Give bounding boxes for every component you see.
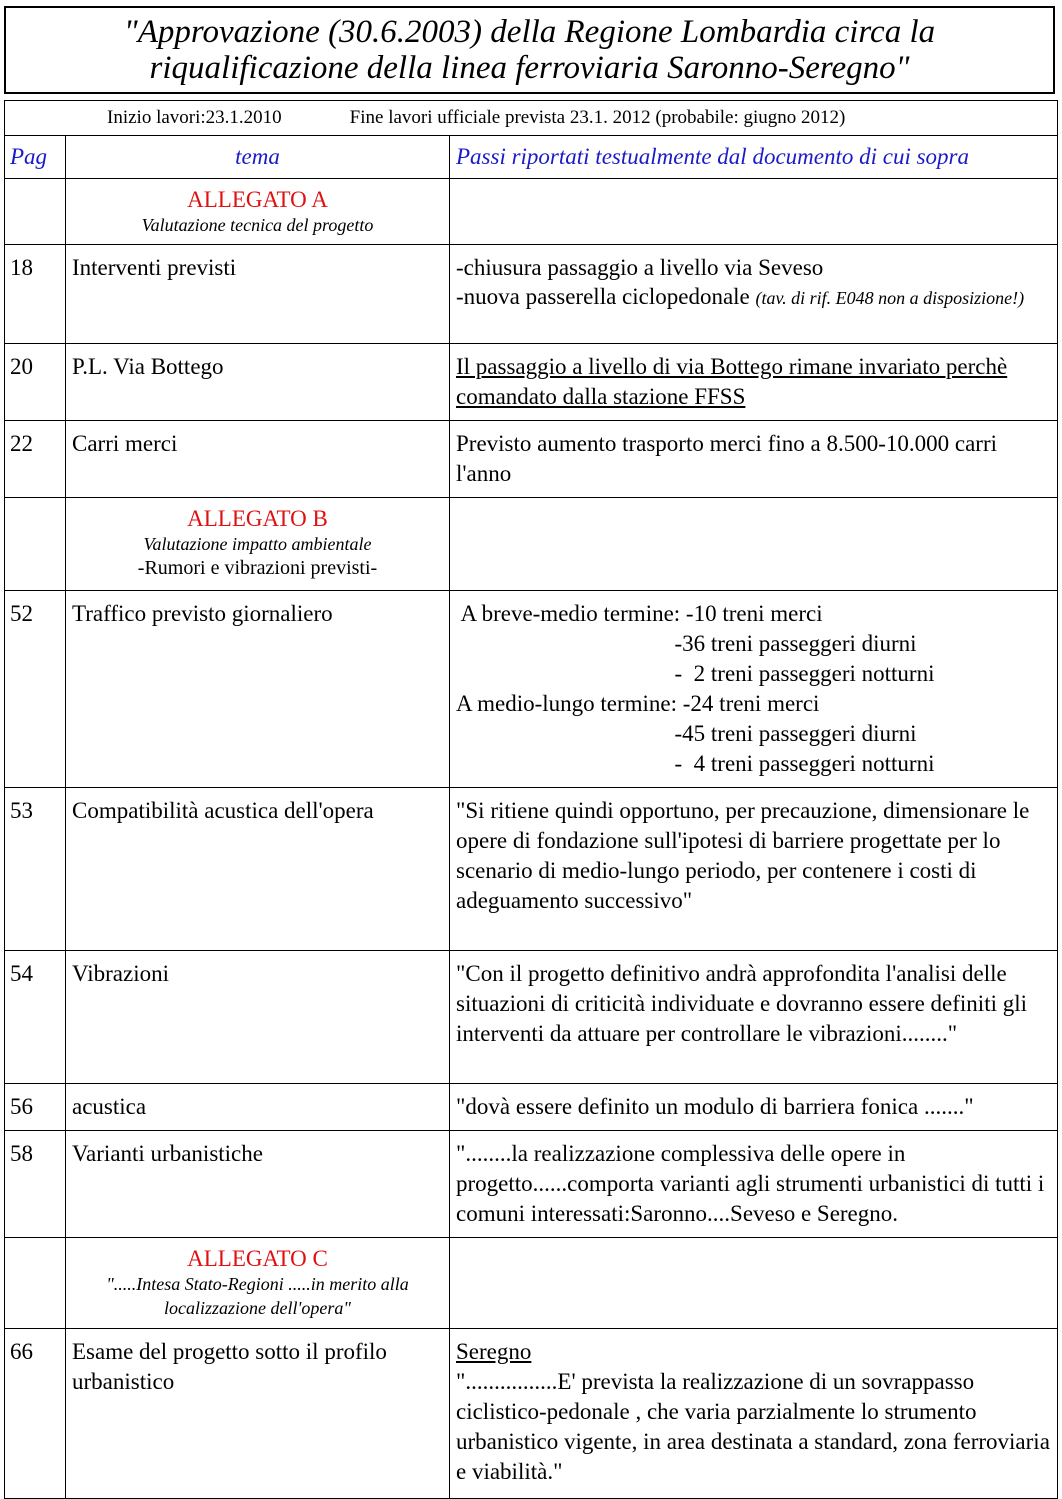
allegato-b-title: ALLEGATO B [187,506,328,531]
table-row [5,421,1058,498]
traffic-line: -45 treni passeggeri diurni [456,721,917,746]
row-text: "Con il progetto definitivo andrà approfondita l'analisi delle situazioni di criticità individuate e dovranno essere definiti gli interventi da attuare per controllare le vibrazioni........" [450,951,1058,1084]
table-row [5,344,1058,421]
row-text: -chiusura passaggio a livello via Seveso [456,255,824,280]
table-row [5,1084,1058,1131]
allegato-a-row [5,179,1058,245]
row-text: Previsto aumento trasporto merci fino a 8.500-10.000 carri l'anno [450,421,1058,498]
end-date: Fine lavori ufficiale prevista 23.1. 2012 (probabile: giugno 2012) [349,107,846,128]
table-row [5,788,1058,951]
header-tema: tema [66,136,450,179]
allegato-b-row [5,498,1058,591]
allegato-c-row [5,1238,1058,1329]
row-pag: 56 [5,1084,66,1131]
header-pag: Pag [5,136,66,179]
row-pag: 58 [5,1131,66,1238]
row-pag: 18 [5,245,66,344]
table-row [5,1131,1058,1238]
row-note: (tav. di rif. E048 non a disposizione!) [755,288,1025,308]
row-text: Il passaggio a livello di via Bottego rimane invariato perchè comandato dalla stazione FFSS [456,354,1008,409]
table-header [5,136,1058,179]
title-line-2: riqualificazione della linea ferroviaria Saronno-Seregno" [149,50,910,86]
row-text: -nuova passerella ciclopedonale [456,284,756,309]
row-tema: Compatibilità acustica dell'opera [66,788,450,951]
row-tema: Traffico previsto giornaliero [66,591,450,788]
title-line-1: "Approvazione (30.6.2003) della Regione Lombardia circa la [123,14,936,50]
traffic-line: - 2 treni passeggeri notturni [456,661,935,686]
start-date: Inizio lavori:23.1.2010 [107,107,282,128]
row-text: "dovà essere definito un modulo di barriera fonica ......." [450,1084,1058,1131]
row-text: "................E' prevista la realizzazione di un sovrappasso ciclistico-pedonale , che varia parzialmente lo strumento urbanistico vigente, in area destinata a standard, zona ferroviaria e viabilità." [456,1369,1050,1484]
row-tema: Carri merci [66,421,450,498]
row-tema: Vibrazioni [66,951,450,1084]
table-row [5,245,1058,344]
header-passi: Passi riportati testualmente dal documento di cui sopra [450,136,1058,179]
traffic-line: A breve-medio termine: -10 treni merci [456,601,823,626]
row-tema: Varianti urbanistiche [66,1131,450,1238]
row-pag: 52 [5,591,66,788]
row-tema: acustica [66,1084,450,1131]
allegato-a-subtitle: Valutazione tecnica del progetto [141,215,374,235]
allegato-b-subtitle-2: -Rumori e vibrazioni previsti- [137,557,378,579]
traffic-line: - 4 treni passeggeri notturni [456,751,935,776]
allegato-c-title: ALLEGATO C [187,1246,328,1271]
allegato-b-subtitle: Valutazione impatto ambientale [143,534,372,554]
row-pag: 53 [5,788,66,951]
row-tema: Interventi previsti [66,245,450,344]
allegato-c-subtitle: ".....Intesa Stato-Regioni .....in merito alla localizzazione dell'opera" [106,1274,409,1318]
traffic-line: A medio-lungo termine: -24 treni merci [456,691,820,716]
row-pag: 54 [5,951,66,1084]
row-tema: P.L. Via Bottego [66,344,450,421]
row-tema: Esame del progetto sotto il profilo urbanistico [66,1329,450,1499]
traffic-line: -36 treni passeggeri diurni [456,631,917,656]
content-table [4,100,1058,1499]
dates-row [5,101,1058,136]
table-row [5,951,1058,1084]
row-pag: 20 [5,344,66,421]
allegato-a-title: ALLEGATO A [187,187,328,212]
row-text: "Si ritiene quindi opportuno, per precauzione, dimensionare le opere di fondazione sull'ipotesi di barriere progettate per lo scenario di medio-lungo periodo, per contenere i costi di adeguamento successivo" [450,788,1058,951]
row-heading: Seregno [456,1339,532,1364]
row-text: "........la realizzazione complessiva delle opere in progetto......comporta varianti agli strumenti urbanistici di tutti i comuni interessati:Saronno....Seveso e Seregno. [450,1131,1058,1238]
table-row [5,1329,1058,1499]
table-row [5,591,1058,788]
document-title [4,6,1055,94]
row-pag: 66 [5,1329,66,1499]
row-pag: 22 [5,421,66,498]
